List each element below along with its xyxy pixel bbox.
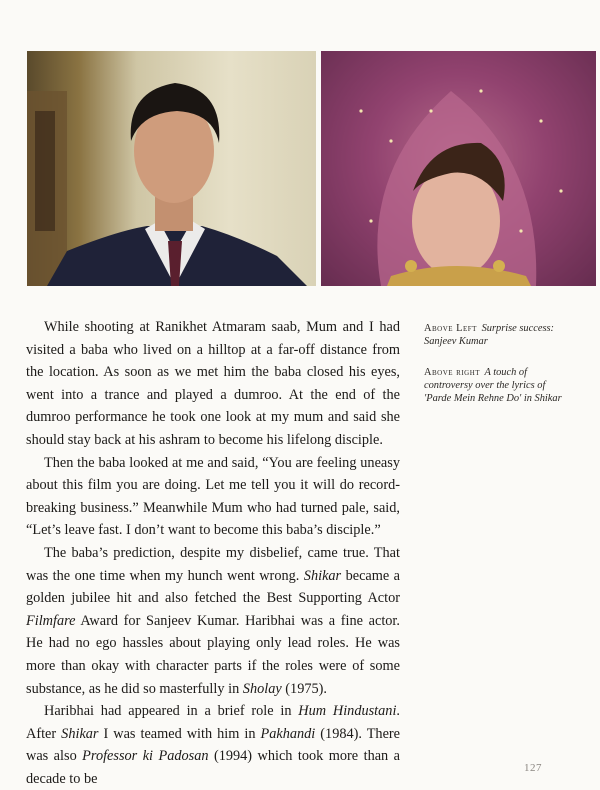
caption-right-text: A touch of controversy over the lyrics of 'Parde Mein Rehne Do' in Shikar [424, 367, 562, 404]
film-title-shikar-2: Shikar [61, 725, 99, 742]
p3-text-g: (1975). [285, 680, 327, 697]
p3-text-a: The baba’s prediction, despite my disbelief, came true. That was the one time when my hunch went wrong. [26, 544, 400, 584]
p4-text-e: I was teamed with him in [103, 725, 256, 742]
portrait-illustration [27, 51, 316, 286]
caption-above-right [424, 366, 574, 405]
page-number: 127 [524, 762, 542, 774]
film-title-hum-hindustani: Hum Hindustani [298, 703, 397, 720]
p4-text-a: Haribhai had appeared in a brief role in [44, 703, 292, 720]
paragraph-2: Then the baba looked at me and said, “You are feeling uneasy about this film you are doing. Let me tell you it will do record-breaking business.” Meanwhile Mum who had turned pale, said, “Let’s leave fast. I don’t want to become this baba’s disciple.” [26, 454, 400, 539]
main-text-column [26, 316, 400, 790]
film-title-shikar: Shikar [303, 567, 342, 584]
p3-text-e: Award for Sanjeev Kumar. Haribhai was a fine actor. He had no ego hassles about playing only lead roles. He was more than okay with character parts if the roles were of some substance, as he did so masterfully in [26, 612, 400, 697]
caption-left-label: Above Left [424, 323, 477, 334]
p4-text-c: . After [26, 703, 400, 742]
caption-right-label: Above right [424, 367, 481, 378]
photo-sanjeev-kumar [27, 51, 316, 286]
caption-left-text: Surprise success: Sanjeev Kumar [424, 323, 554, 347]
p4-text-g: (1984). There was also [26, 725, 401, 765]
photo-shikar-scene [321, 51, 596, 286]
award-name-filmfare: Filmfare [26, 612, 76, 629]
veiled-woman-illustration [321, 51, 596, 286]
p3-text-c: became a golden jubilee hit and also fetched the Best Supporting Actor [26, 567, 401, 607]
paragraph-1: While shooting at Ranikhet Atmaram saab, Mum and I had visited a baba who lived on a hilltop at a far-off distance from the location. As soon as we met him the baba closed his eyes, went into a trance and played a dumroo. At the end of the dumroo performance he took one look at my mum and said she should stay back at his ashram to become his lifelong disciple. [26, 319, 400, 448]
paragraph-4 [26, 700, 400, 790]
p4-text-i: (1994) which took more than a decade to be [26, 748, 400, 787]
caption-above-left [424, 322, 574, 348]
film-title-sholay: Sholay [242, 680, 282, 697]
film-title-professor-ki-padosan: Professor ki Padosan [82, 748, 209, 765]
paragraph-3 [26, 542, 400, 700]
film-title-pakhandi: Pakhandi [260, 725, 316, 742]
